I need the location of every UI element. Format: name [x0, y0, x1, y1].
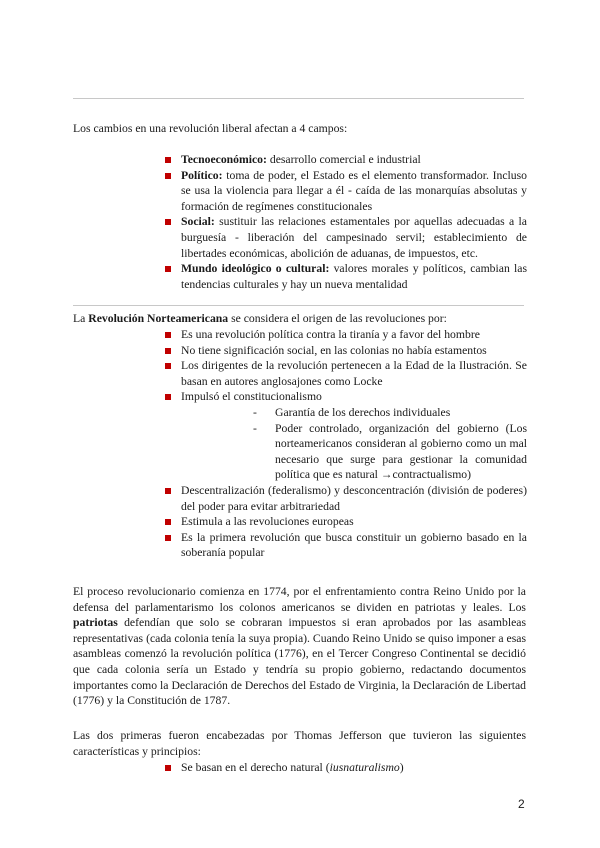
razones-list: [161, 327, 527, 561]
square-bullet-icon: [165, 157, 171, 163]
list-item: Es una revolución política contra la tiranía y a favor del hombre: [161, 327, 527, 343]
list-item: Se basan en el derecho natural (iusnaturalismo): [161, 760, 527, 776]
list-item: Mundo ideológico o cultural: valores morales y políticos, cambian las tendencias culturales y hay un nueva mentalidad: [161, 261, 527, 292]
dash-marker: -: [253, 405, 257, 419]
square-bullet-icon: [165, 765, 171, 771]
proceso-paragraph: El proceso revolucionario comienza en 1774, por el enfrentamiento contra Reino Unido por la defensa del parlamentarismo los colonos americanos se dividen en patriotas y leales. Los patriotas defendían que solo se cobraran impuestos si eran aprobados por las asambleas representativas (cada colonia tenía la suya propia). Cuando Reino Unido se quiso imponer a esas asambleas comenzó la revolución política (1776), en el Tercer Congreso Continental se decidió que cada colonia sería un Estado y tendría su propio gobierno, redactando documentos importantes como la Declaración de Derechos del Estado de Virginia, la Declaración de Libertad (1776) y la Constitución de 1787.: [73, 585, 526, 708]
list-item: Es la primera revolución que busca constituir un gobierno basado en la soberanía popular: [161, 530, 527, 561]
list-item: Los dirigentes de la revolución pertenecen a la Edad de la Ilustración. Se basan en autores anglosajones como Locke: [161, 358, 527, 389]
square-bullet-icon: [165, 332, 171, 338]
list-item: Impulsó el constitucionalismo - Garantía de los derechos individuales - Poder controlado, organización del gobierno (Los norteamericanos consideran al gobierno como un mal necesario que surge para gestionar la comunidad política que es natural →contractualismo): [161, 389, 527, 483]
square-bullet-icon: [165, 535, 171, 541]
list-item: No tiene significación social, en las colonias no había estamentos: [161, 343, 527, 359]
campos-list: [161, 152, 527, 292]
dash-marker: -: [253, 421, 257, 435]
jefferson-paragraph: Las dos primeras fueron encabezadas por Thomas Jefferson que tuvieron las siguientes características y principios:: [73, 729, 526, 758]
section-rule: [73, 305, 524, 306]
list-item: Tecnoeconómico: desarrollo comercial e industrial: [161, 152, 527, 168]
sub-list-item: - Poder controlado, organización del gobierno (Los norteamericanos consideran al gobierno como un mal necesario que surge para gestionar la comunidad política que es natural →contractualismo): [253, 421, 527, 482]
revolucion-heading: La Revolución Norteamericana se considera el origen de las revoluciones por:: [73, 312, 447, 325]
square-bullet-icon: [165, 394, 171, 400]
principios-list: [161, 760, 527, 776]
sub-list: [181, 405, 527, 483]
square-bullet-icon: [165, 488, 171, 494]
square-bullet-icon: [165, 219, 171, 225]
list-item: Descentralización (federalismo) y desconcentración (división de poderes) del poder para evitar arbitrariedad: [161, 483, 527, 514]
square-bullet-icon: [165, 348, 171, 354]
square-bullet-icon: [165, 266, 171, 272]
sub-list-item: - Garantía de los derechos individuales: [253, 405, 451, 419]
list-item: Estimula a las revoluciones europeas: [161, 514, 527, 530]
square-bullet-icon: [165, 173, 171, 179]
intro-paragraph: Los cambios en una revolución liberal afectan a 4 campos:: [73, 122, 348, 135]
square-bullet-icon: [165, 363, 171, 369]
list-item: Político: toma de poder, el Estado es el elemento transformador. Incluso se usa la violencia para llegar a él - caída de las monarquías absolutas y formación de regímenes constitucionales: [161, 168, 527, 215]
list-item: Social: sustituir las relaciones estamentales por aquellas adecuadas a la burguesía - liberación del campesinado servil; establecimiento de libertades económicas, abolición de aduanas, de impuestos, etc.: [161, 214, 527, 261]
top-rule: [73, 98, 524, 99]
page-number: 2: [518, 797, 525, 811]
square-bullet-icon: [165, 519, 171, 525]
